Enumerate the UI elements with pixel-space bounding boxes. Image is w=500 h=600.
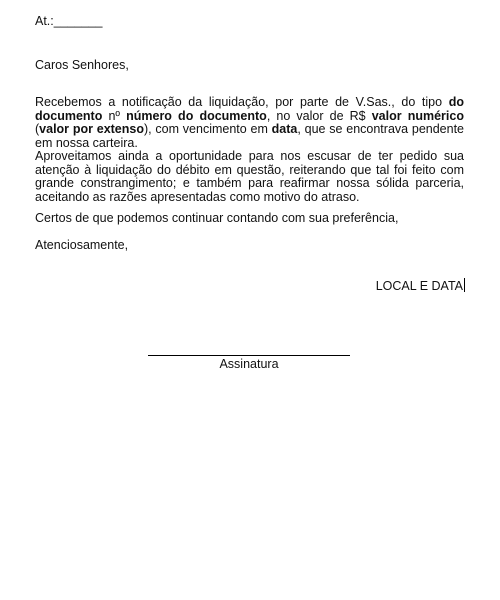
paragraph-notification: [35, 96, 464, 150]
signature-line: [148, 355, 350, 356]
attention-line: At.:_______: [35, 14, 103, 28]
paragraph-text: , que se encontrava pendente em nossa carteira.: [35, 122, 465, 150]
paragraph-text: ), com vencimento em: [144, 122, 272, 136]
field-document-number: número do documento: [126, 108, 267, 123]
signature-label: Assinatura: [219, 357, 279, 371]
text-cursor: [464, 278, 465, 292]
field-due-date: data: [271, 122, 298, 136]
paragraph-preference: Certos de que podemos continuar contando com sua preferência,: [35, 211, 399, 225]
paragraph-text: (: [35, 122, 40, 136]
closing: Atenciosamente,: [35, 238, 129, 252]
field-value-in-words: valor por extenso: [39, 122, 144, 136]
place-date-text: LOCAL E DATA: [375, 279, 463, 293]
paragraph-text: nº: [102, 108, 127, 123]
place-date: [376, 278, 465, 294]
field-document-type: do documento: [35, 95, 464, 123]
salutation: Caros Senhores,: [35, 58, 129, 72]
field-numeric-value: valor numérico: [371, 108, 464, 123]
paragraph-apology: Aproveitamos ainda a oportunidade para nos escusar de ter pedido sua atenção à liquidação do débito em questão, reiterando que tal foi feito com grande constrangimento; e também para reafirmar nossa sólida parceria, aceitando as razões apresentadas como motivo do atraso.: [35, 149, 464, 204]
paragraph-text: , no valor de R$: [266, 108, 372, 123]
paragraph-text: Recebemos a notificação da liquidação, por parte de V.Sas., do tipo: [35, 95, 449, 109]
